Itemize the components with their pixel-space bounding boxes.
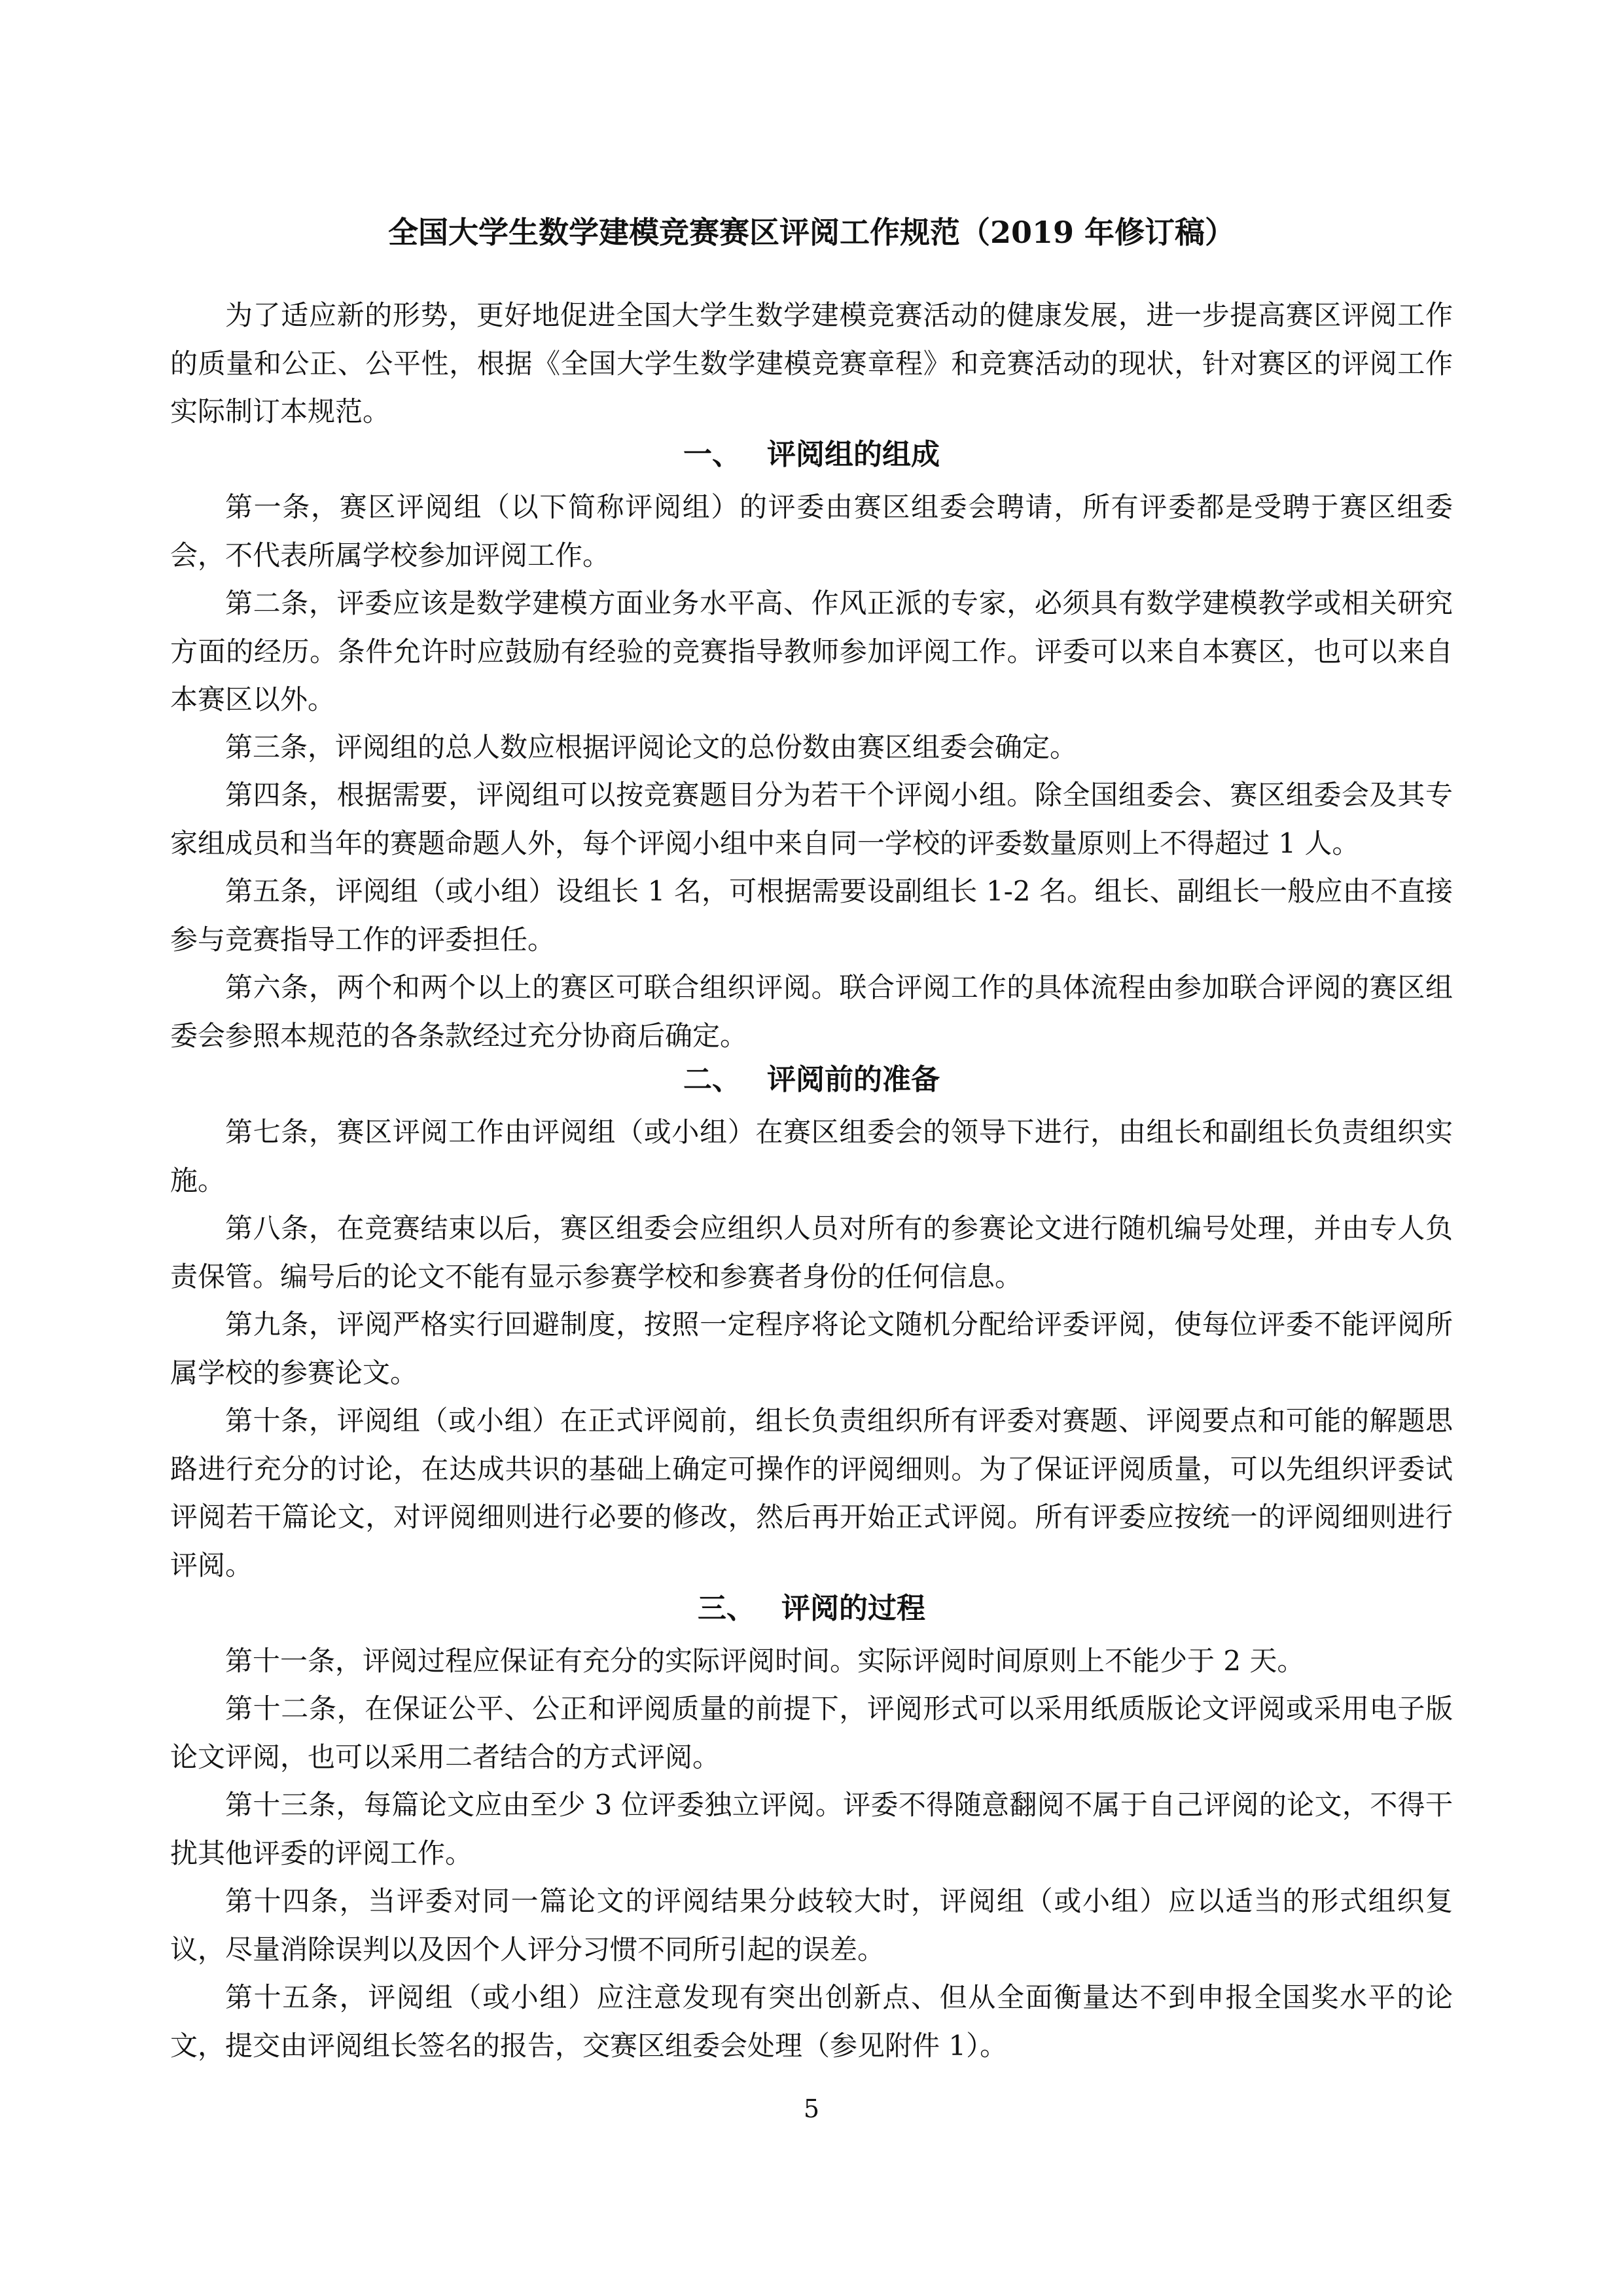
article-1: 第一条，赛区评阅组（以下简称评阅组）的评委由赛区组委会聘请，所有评委都是受聘于赛区组委会，不代表所属学校参加评阅工作。 <box>170 491 1453 571</box>
article-15: 第十五条，评阅组（或小组）应注意发现有突出创新点、但从全面衡量达不到申报全国奖水平的论文，提交由评阅组长签名的报告，交赛区组委会处理（参见附件 1）。 <box>170 1981 1453 2062</box>
document-title: 全国大学生数学建模竞赛赛区评阅工作规范（2019 年修订稿） <box>387 215 1236 250</box>
article-9: 第九条，评阅严格实行回避制度，按照一定程序将论文随机分配给评委评阅，使每位评委不能评阅所属学校的参赛论文。 <box>170 1308 1453 1389</box>
section-number: 一、 <box>683 438 741 471</box>
article-7: 第七条，赛区评阅工作由评阅组（或小组）在赛区组委会的领导下进行，由组长和副组长负责组织实施。 <box>170 1116 1453 1196</box>
section-number: 二、 <box>683 1063 741 1096</box>
article-11: 第十一条，评阅过程应保证有充分的实际评阅时间。实际评阅时间原则上不能少于 2 天。 <box>225 1645 1305 1677</box>
section-heading-3 <box>170 1589 1453 1628</box>
article-14: 第十四条，当评委对同一篇论文的评阅结果分歧较大时，评阅组（或小组）应以适当的形式组织复议，尽量消除误判以及因个人评分习惯不同所引起的误差。 <box>170 1885 1453 1965</box>
article-10: 第十条，评阅组（或小组）在正式评阅前，组长负责组织所有评委对赛题、评阅要点和可能的解题思路进行充分的讨论，在达成共识的基础上确定可操作的评阅细则。为了保证评阅质量，可以先组织评委试评阅若干篇论文，对评阅细则进行必要的修改，然后再开始正式评阅。所有评委应按统一的评阅细则进行评阅。 <box>170 1405 1453 1581</box>
section-heading-1 <box>170 435 1453 475</box>
section-title: 评阅的过程 <box>781 1592 925 1625</box>
article-8: 第八条，在竞赛结束以后，赛区组委会应组织人员对所有的参赛论文进行随机编号处理，并由专人负责保管。编号后的论文不能有显示参赛学校和参赛者身份的任何信息。 <box>170 1212 1453 1293</box>
article-5: 第五条，评阅组（或小组）设组长 1 名，可根据需要设副组长 1-2 名。组长、副组长一般应由不直接参与竞赛指导工作的评委担任。 <box>170 875 1453 956</box>
article-2: 第二条，评委应该是数学建模方面业务水平高、作风正派的专家，必须具有数学建模教学或相关研究方面的经历。条件允许时应鼓励有经验的竞赛指导教师参加评阅工作。评委可以来自本赛区，也可以来自本赛区以外。 <box>170 587 1453 715</box>
intro-paragraph: 为了适应新的形势，更好地促进全国大学生数学建模竞赛活动的健康发展，进一步提高赛区评阅工作的质量和公正、公平性，根据《全国大学生数学建模竞赛章程》和竞赛活动的现状，针对赛区的评阅工作实际制订本规范。 <box>170 299 1453 427</box>
section-title: 评阅组的组成 <box>767 438 940 471</box>
article-3: 第三条，评阅组的总人数应根据评阅论文的总份数由赛区组委会确定。 <box>225 731 1078 763</box>
article-12: 第十二条，在保证公平、公正和评阅质量的前提下，评阅形式可以采用纸质版论文评阅或采用电子版论文评阅，也可以采用二者结合的方式评阅。 <box>170 1693 1453 1773</box>
article-4: 第四条，根据需要，评阅组可以按竞赛题目分为若干个评阅小组。除全国组委会、赛区组委会及其专家组成员和当年的赛题命题人外，每个评阅小组中来自同一学校的评委数量原则上不得超过 1 人。 <box>170 779 1453 859</box>
section-heading-2 <box>170 1060 1453 1100</box>
section-title: 评阅前的准备 <box>767 1063 940 1096</box>
page-number: 5 <box>803 2094 820 2123</box>
article-6: 第六条，两个和两个以上的赛区可联合组织评阅。联合评阅工作的具体流程由参加联合评阅的赛区组委会参照本规范的各条款经过充分协商后确定。 <box>170 971 1453 1052</box>
section-number: 三、 <box>698 1592 755 1625</box>
article-13: 第十三条，每篇论文应由至少 3 位评委独立评阅。评委不得随意翻阅不属于自己评阅的论文，不得干扰其他评委的评阅工作。 <box>170 1789 1453 1869</box>
